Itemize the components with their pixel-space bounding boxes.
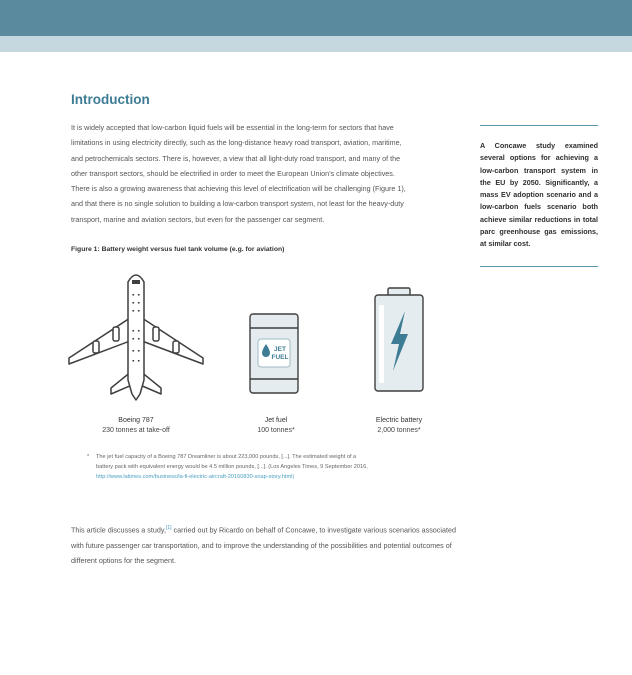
intro-line: It is widely accepted that low-carbon liquid fuels will be essential in the long-term for sectors that have xyxy=(71,123,394,132)
closing-text-end: carried out by Ricardo on behalf of Concawe, to investigate various scenarios associated with future passenger car transportation, and to improve the understanding of the possibilities and potential outcomes of different options for the segment. xyxy=(71,525,456,565)
reference-link[interactable]: [1] xyxy=(165,525,172,531)
battery-icon xyxy=(372,287,426,394)
label-value: 230 tonnes at take-off xyxy=(102,427,170,434)
label-name: Boeing 787 xyxy=(118,417,154,424)
aside-bottom-rule xyxy=(480,266,598,267)
header-subband xyxy=(0,36,632,52)
footnote-line: battery pack with equivalent energy would be 4.5 million pounds, [...]. (Los Angeles Times, 9 September 2016, xyxy=(96,464,368,471)
intro-line: There is also a growing awareness that achieving this level of electrification will be challenging (Figure 1), xyxy=(71,184,406,194)
closing-paragraph xyxy=(71,521,466,568)
figure-caption: Figure 1: Battery weight versus fuel tank volume (e.g. for aviation) xyxy=(71,246,285,253)
barrel-label-jet: JET xyxy=(274,346,286,353)
intro-line: limitations in using electricity directly, such as the long-distance heavy road transport, aviation, maritime, xyxy=(71,138,402,148)
footnote-marker: * xyxy=(87,454,90,460)
intro-line: other transport sectors, should be electrified in order to meet the European Union’s climate objectives. xyxy=(71,168,395,178)
header-band xyxy=(0,0,632,36)
figure-footnote xyxy=(87,452,456,483)
footnote-link[interactable]: http://www.latimes.com/business/la-fi-electric-aircraft-20160830-snap-story.html) xyxy=(96,474,295,481)
closing-text-start: This article discusses a study, xyxy=(71,525,166,535)
figure-label-battery xyxy=(344,416,454,436)
label-value: 2,000 tonnes* xyxy=(377,427,421,434)
intro-line: transport, marine and aviation sectors, but even for the passenger car segment. xyxy=(71,214,325,224)
figure-label-boeing xyxy=(81,416,191,436)
airplane-icon xyxy=(66,270,206,402)
fuel-barrel-icon xyxy=(246,311,302,396)
intro-paragraph xyxy=(71,120,464,227)
section-title: Introduction xyxy=(71,92,150,107)
aside-callout: A Concawe study examined several options for achieving a low-carbon transport system in the EU by 2050. Significantly, a mass EV adoption scenario and a low-carbon fuels scenario both achieve similar reductions in total parc greenhouse gas emissions, at similar cost. xyxy=(480,141,598,249)
label-name: Jet fuel xyxy=(264,417,288,424)
aside-top-rule xyxy=(480,125,598,126)
barrel-label-fuel: FUEL xyxy=(271,354,289,361)
footnote-line: The jet fuel capacity of a Boeing 787 Dreamliner is about 223,000 pounds, [...]. The estimated weight of a xyxy=(96,454,357,460)
label-value: 100 tonnes* xyxy=(257,427,295,434)
intro-line: and that there is no single solution to building a low-carbon transport system, not least for the heavy-duty xyxy=(71,199,404,209)
intro-line: and petrochemicals sectors. There is, however, a view that all light-duty road transport, and many of the xyxy=(71,153,401,163)
figure-label-jet-fuel xyxy=(221,416,331,436)
label-name: Electric battery xyxy=(375,417,423,424)
